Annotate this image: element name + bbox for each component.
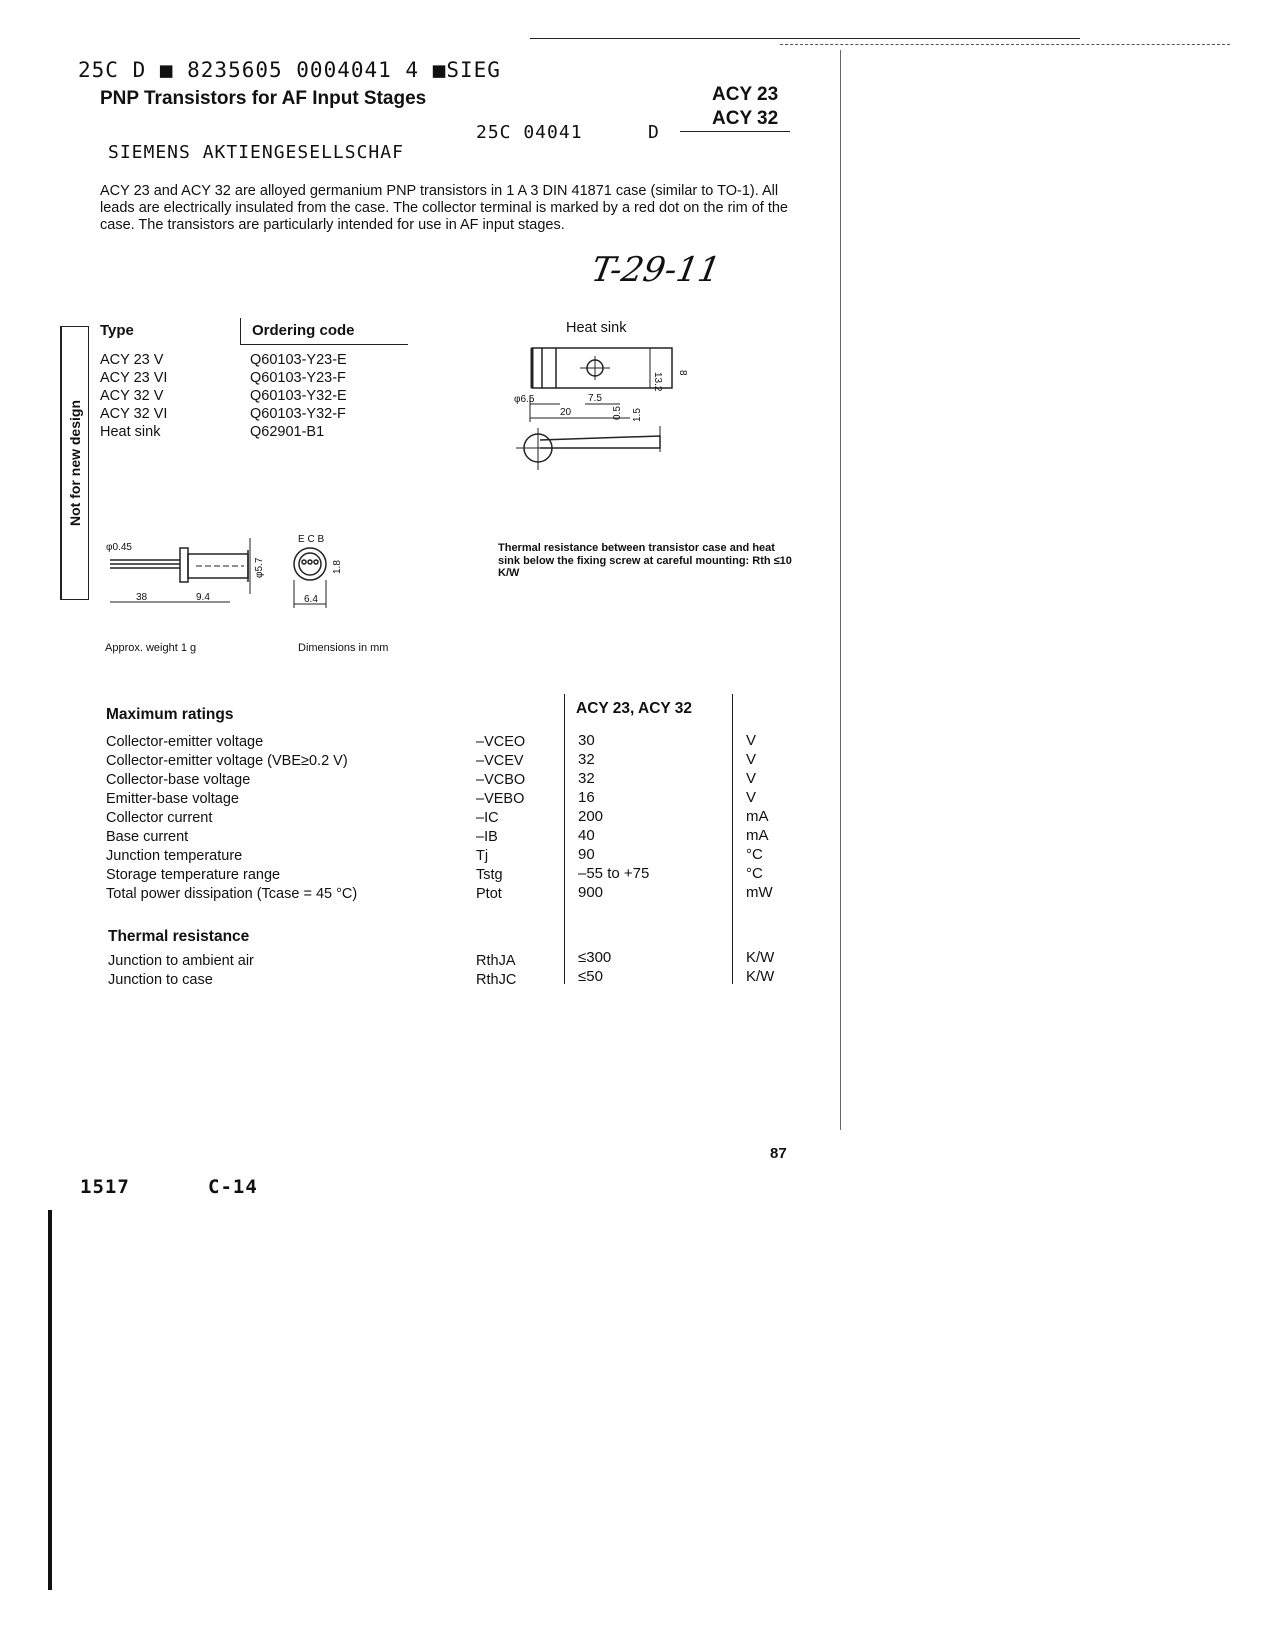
rating-symbol: –IB	[476, 829, 498, 845]
dimensions-caption: Dimensions in mm	[298, 642, 389, 654]
rating-value: 32	[578, 751, 595, 768]
rating-value: 30	[578, 732, 595, 749]
rating-unit: V	[746, 770, 757, 787]
description: ACY 23 and ACY 32 are alloyed germanium PNP transistors in 1 A 3 DIN 41871 case (similar to TO-1). All leads are electrically insulated from the case. The collector terminal is marked by a red dot on the rim of the case. The transistors are particularly intended for use in AF input stages.	[100, 183, 788, 233]
thermal-unit: K/W	[746, 949, 775, 966]
table-row-code: Q62901-B1	[250, 424, 325, 440]
thermal-param: Junction to case	[108, 972, 213, 988]
table-row-type: Heat sink	[100, 424, 161, 440]
rating-unit: mW	[746, 884, 773, 901]
thermal-resistance-title: Thermal resistance	[108, 928, 250, 945]
rating-value: 90	[578, 846, 595, 863]
body-length-label: 9.4	[196, 592, 210, 603]
rating-param: Collector-emitter voltage	[106, 734, 264, 750]
table-header-rule	[240, 344, 408, 345]
thermal-symbol: RthJC	[476, 972, 517, 988]
side-label-box	[60, 326, 89, 600]
table-row-code: Q60103-Y32-F	[250, 406, 346, 422]
company-name: SIEMENS AKTIENGESELLSCHAF	[108, 142, 404, 163]
heatsink-dim-hole: φ6.5	[514, 394, 535, 405]
side-label: Not for new design	[67, 400, 83, 526]
rating-unit: mA	[746, 827, 769, 844]
rating-symbol: –VCEO	[476, 734, 526, 750]
ratings-divider-left	[564, 694, 565, 984]
rating-param: Storage temperature range	[106, 867, 281, 883]
table-row-type: ACY 32 V	[100, 388, 164, 404]
rating-unit: °C	[746, 865, 763, 882]
rating-param: Emitter-base voltage	[106, 791, 239, 807]
rating-unit: mA	[746, 808, 769, 825]
table-row-code: Q60103-Y23-F	[250, 370, 346, 386]
thermal-param: Junction to ambient air	[108, 953, 254, 969]
table-row-code: Q60103-Y23-E	[250, 352, 347, 368]
rating-symbol: –VCBO	[476, 772, 526, 788]
thermal-value: ≤50	[578, 968, 603, 985]
left-scan-edge	[48, 1210, 52, 1590]
handwritten-note: T-29-11	[588, 250, 724, 290]
rating-param: Base current	[106, 829, 189, 845]
ordering-table	[100, 322, 420, 452]
stamp-code: 25C 04041	[476, 122, 583, 143]
thermal-symbol: RthJA	[476, 953, 516, 969]
scan-header: 25C D ■ 8235605 0004041 4 ■SIEG	[78, 58, 501, 82]
page-number: 87	[770, 1145, 787, 1162]
weight-caption: Approx. weight 1 g	[105, 642, 197, 654]
model-underline	[680, 131, 790, 132]
rating-value: 40	[578, 827, 595, 844]
rating-param: Collector-emitter voltage (VBE≥0.2 V)	[106, 753, 348, 769]
heatsink-dim-t2: 1.5	[632, 408, 643, 422]
lead-length-label: 38	[136, 592, 148, 603]
rating-symbol: –IC	[476, 810, 499, 826]
pin-spacing-label: 1.8	[332, 560, 343, 574]
ratings-title: Maximum ratings	[106, 706, 234, 723]
top-rule	[530, 38, 1080, 39]
rating-symbol: Tstg	[476, 867, 503, 883]
heatsink-dim-offset: 7.5	[588, 393, 602, 404]
thermal-value: ≤300	[578, 949, 612, 966]
table-column-divider	[240, 318, 241, 344]
thermal-unit: K/W	[746, 968, 775, 985]
heatsink-drawing	[500, 340, 700, 490]
heatsink-dim-t1: 0.5	[612, 406, 623, 420]
rating-param: Collector current	[106, 810, 213, 826]
rating-param: Total power dissipation (Tcase = 45 °C)	[106, 886, 358, 902]
heatsink-dim-width: 8	[677, 370, 688, 376]
case-dia-label: φ5.7	[254, 557, 265, 578]
rating-value: 900	[578, 884, 604, 901]
rating-unit: V	[746, 732, 757, 749]
table-row-type: ACY 23 V	[100, 352, 164, 368]
rating-symbol: Tj	[476, 848, 489, 864]
table-row-type: ACY 32 VI	[100, 406, 168, 422]
case-drawing	[100, 534, 390, 634]
code-header: Ordering code	[252, 322, 355, 339]
table-row-type: ACY 23 VI	[100, 370, 168, 386]
ratings-column-header: ACY 23, ACY 32	[576, 700, 693, 717]
pin-labels: E C B	[298, 534, 325, 545]
thermal-note: Thermal resistance between transistor case and heat sink below the fixing screw at careful mounting: Rth ≤10 K/W	[498, 542, 792, 579]
ratings-divider-right	[732, 694, 733, 984]
model-number: ACY 32	[712, 108, 779, 129]
footer-code: 1517	[80, 1176, 130, 1198]
model-number: ACY 23	[712, 84, 779, 105]
rating-symbol: –VEBO	[476, 791, 525, 807]
right-vertical-rule	[840, 50, 841, 1130]
heatsink-dim-length: 20	[560, 407, 572, 418]
stamp-letter: D	[648, 122, 660, 143]
footer-code: C-14	[208, 1176, 258, 1198]
rating-symbol: Ptot	[476, 886, 502, 902]
rating-unit: °C	[746, 846, 763, 863]
rating-symbol: –VCEV	[476, 753, 524, 769]
heatsink-title: Heat sink	[566, 320, 627, 336]
rating-param: Junction temperature	[106, 848, 243, 864]
rating-param: Collector-base voltage	[106, 772, 251, 788]
top-dashed-rule	[780, 44, 1230, 45]
rating-value: 32	[578, 770, 595, 787]
lead-dia-label: φ0.45	[106, 542, 132, 553]
type-header: Type	[100, 322, 134, 339]
rating-value: –55 to +75	[578, 865, 650, 882]
base-dia-label: 6.4	[304, 594, 318, 605]
rating-value: 16	[578, 789, 595, 806]
rating-value: 200	[578, 808, 604, 825]
heatsink-dim-height: 13.2	[652, 372, 663, 392]
rating-unit: V	[746, 751, 757, 768]
rating-unit: V	[746, 789, 757, 806]
page-title: PNP Transistors for AF Input Stages	[100, 88, 427, 109]
table-row-code: Q60103-Y32-E	[250, 388, 347, 404]
